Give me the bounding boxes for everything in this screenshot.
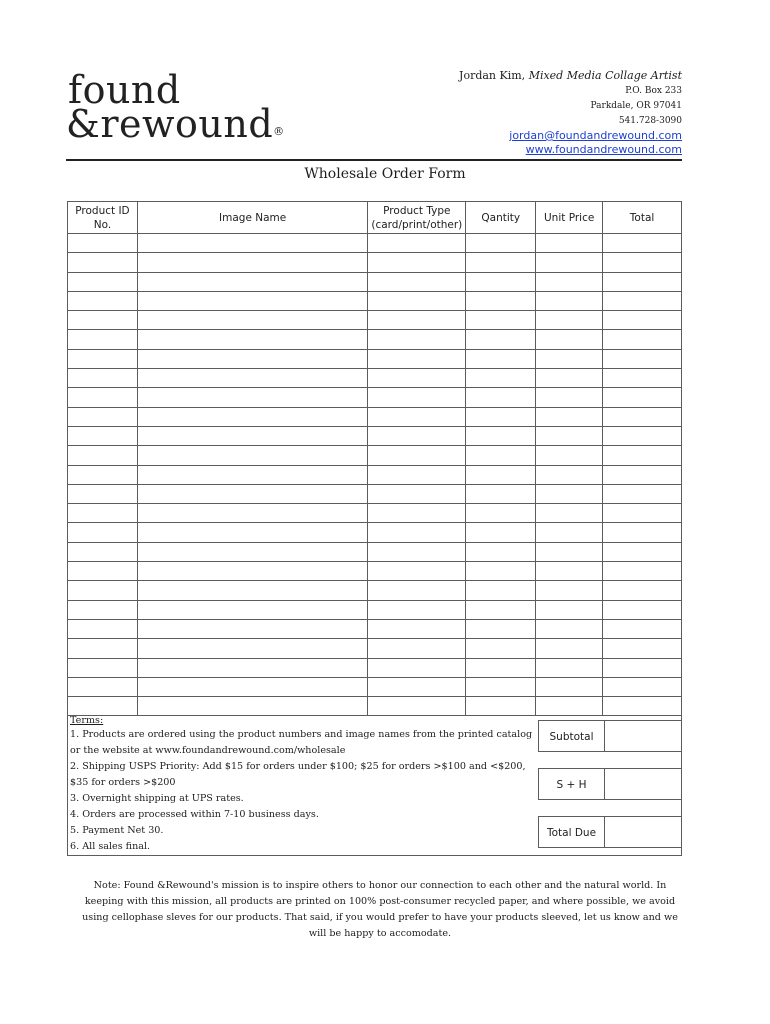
contact-block bbox=[459, 68, 682, 157]
col-unit-price: Unit Price bbox=[536, 202, 603, 234]
mission-note: Note: Found &Rewound's mission is to inspire others to honor our connection to each other and the natural world. In keeping with this mission, all products are printed on 100% post-consumer recycled paper, and where possible, we avoid using cellophase sleves for our products. That said, if you would prefer to have your products sleeved, let us know and we will be happy to accomodate. bbox=[82, 880, 678, 939]
quantity-cell[interactable] bbox=[466, 562, 536, 581]
total-cell[interactable] bbox=[603, 619, 682, 638]
quantity-cell[interactable] bbox=[466, 407, 536, 426]
terms-block bbox=[70, 714, 536, 855]
product-id-cell[interactable] bbox=[68, 465, 138, 484]
col-image-name: Image Name bbox=[137, 202, 367, 234]
col-product-type: Product Type (card/print/other) bbox=[368, 202, 466, 234]
product-id-cell[interactable] bbox=[68, 426, 138, 445]
product-type-cell[interactable] bbox=[368, 619, 466, 638]
col-total: Total bbox=[603, 202, 682, 234]
total-cell[interactable] bbox=[603, 600, 682, 619]
product-id-cell[interactable] bbox=[68, 311, 138, 330]
image-name-cell[interactable] bbox=[137, 253, 367, 272]
product-id-cell[interactable] bbox=[68, 349, 138, 368]
unit-price-cell[interactable] bbox=[536, 639, 603, 658]
quantity-cell[interactable] bbox=[466, 581, 536, 600]
quantity-cell[interactable] bbox=[466, 523, 536, 542]
table-row bbox=[68, 272, 682, 291]
table-row bbox=[68, 600, 682, 619]
quantity-cell[interactable] bbox=[466, 542, 536, 561]
quantity-cell[interactable] bbox=[466, 677, 536, 696]
logo-line-found: found bbox=[68, 68, 181, 112]
table-row bbox=[68, 504, 682, 523]
total-cell[interactable] bbox=[603, 523, 682, 542]
quantity-cell[interactable] bbox=[466, 311, 536, 330]
artist-name-line bbox=[459, 68, 682, 84]
product-type-cell[interactable] bbox=[368, 330, 466, 349]
total-cell[interactable] bbox=[603, 291, 682, 310]
logo-line-rewound-text: &rewound bbox=[66, 102, 274, 146]
product-id-cell[interactable] bbox=[68, 253, 138, 272]
image-name-cell[interactable] bbox=[137, 658, 367, 677]
total-cell[interactable] bbox=[603, 465, 682, 484]
image-name-cell[interactable] bbox=[137, 291, 367, 310]
total-cell[interactable] bbox=[603, 658, 682, 677]
image-name-cell[interactable] bbox=[137, 504, 367, 523]
unit-price-cell[interactable] bbox=[536, 330, 603, 349]
table-row bbox=[68, 562, 682, 581]
total-cell[interactable] bbox=[603, 677, 682, 696]
product-type-cell[interactable] bbox=[368, 291, 466, 310]
quantity-cell[interactable] bbox=[466, 658, 536, 677]
product-type-cell[interactable] bbox=[368, 349, 466, 368]
table-row bbox=[68, 291, 682, 310]
quantity-cell[interactable] bbox=[466, 600, 536, 619]
quantity-cell[interactable] bbox=[466, 330, 536, 349]
unit-price-cell[interactable] bbox=[536, 562, 603, 581]
product-id-cell[interactable] bbox=[68, 619, 138, 638]
total-cell[interactable] bbox=[603, 330, 682, 349]
product-id-cell[interactable] bbox=[68, 446, 138, 465]
quantity-cell[interactable] bbox=[466, 272, 536, 291]
unit-price-cell[interactable] bbox=[536, 388, 603, 407]
product-id-cell[interactable] bbox=[68, 562, 138, 581]
term-item-5: 5. Payment Net 30. bbox=[70, 825, 164, 836]
city-line: Parkdale, OR 97041 bbox=[590, 101, 682, 111]
table-row bbox=[68, 619, 682, 638]
product-id-cell[interactable] bbox=[68, 581, 138, 600]
phone-number: 541.728-3090 bbox=[618, 116, 682, 126]
image-name-cell[interactable] bbox=[137, 523, 367, 542]
product-type-cell[interactable] bbox=[368, 581, 466, 600]
total-cell[interactable] bbox=[603, 349, 682, 368]
product-type-cell[interactable] bbox=[368, 523, 466, 542]
po-box: P.O. Box 233 bbox=[625, 86, 682, 96]
product-id-cell[interactable] bbox=[68, 677, 138, 696]
product-type-cell[interactable] bbox=[368, 311, 466, 330]
unit-price-cell[interactable] bbox=[536, 407, 603, 426]
image-name-cell[interactable] bbox=[137, 542, 367, 561]
total-cell[interactable] bbox=[603, 311, 682, 330]
product-type-cell[interactable] bbox=[368, 600, 466, 619]
table-row bbox=[68, 465, 682, 484]
total-cell[interactable] bbox=[603, 542, 682, 561]
unit-price-cell[interactable] bbox=[536, 234, 603, 253]
product-id-cell[interactable] bbox=[68, 407, 138, 426]
table-row bbox=[68, 426, 682, 445]
unit-price-cell[interactable] bbox=[536, 600, 603, 619]
product-type-cell[interactable] bbox=[368, 234, 466, 253]
total-cell[interactable] bbox=[603, 426, 682, 445]
total-cell[interactable] bbox=[603, 446, 682, 465]
product-type-cell[interactable] bbox=[368, 446, 466, 465]
image-name-cell[interactable] bbox=[137, 426, 367, 445]
product-id-cell[interactable] bbox=[68, 600, 138, 619]
total-due-label: Total Due bbox=[538, 816, 605, 848]
email-link[interactable]: jordan@foundandrewound.com bbox=[509, 129, 682, 142]
unit-price-cell[interactable] bbox=[536, 581, 603, 600]
artist-name: Jordan Kim, bbox=[459, 69, 526, 82]
brand-logo bbox=[66, 66, 285, 158]
image-name-cell[interactable] bbox=[137, 600, 367, 619]
image-name-cell[interactable] bbox=[137, 465, 367, 484]
total-cell[interactable] bbox=[603, 639, 682, 658]
subtotal-field[interactable] bbox=[604, 720, 682, 752]
unit-price-cell[interactable] bbox=[536, 523, 603, 542]
product-type-cell[interactable] bbox=[368, 677, 466, 696]
product-id-cell[interactable] bbox=[68, 330, 138, 349]
product-id-cell[interactable] bbox=[68, 504, 138, 523]
table-row bbox=[68, 349, 682, 368]
image-name-cell[interactable] bbox=[137, 619, 367, 638]
shipping-field[interactable] bbox=[604, 768, 682, 800]
col-quantity: Qantity bbox=[466, 202, 536, 234]
registered-mark: ® bbox=[273, 125, 285, 138]
product-type-cell[interactable] bbox=[368, 484, 466, 503]
product-type-cell[interactable] bbox=[368, 272, 466, 291]
product-type-cell[interactable] bbox=[368, 465, 466, 484]
total-cell[interactable] bbox=[603, 234, 682, 253]
image-name-cell[interactable] bbox=[137, 581, 367, 600]
total-cell[interactable] bbox=[603, 272, 682, 291]
total-cell[interactable] bbox=[603, 484, 682, 503]
product-id-cell[interactable] bbox=[68, 369, 138, 388]
image-name-cell[interactable] bbox=[137, 407, 367, 426]
total-due-field[interactable] bbox=[604, 816, 682, 848]
table-row bbox=[68, 234, 682, 253]
terms-and-totals bbox=[67, 714, 682, 856]
product-id-cell[interactable] bbox=[68, 388, 138, 407]
total-cell[interactable] bbox=[603, 407, 682, 426]
unit-price-cell[interactable] bbox=[536, 504, 603, 523]
quantity-cell[interactable] bbox=[466, 446, 536, 465]
form-title: Wholesale Order Form bbox=[304, 166, 466, 182]
product-type-cell[interactable] bbox=[368, 542, 466, 561]
logo-line-rewound bbox=[66, 102, 285, 146]
image-name-cell[interactable] bbox=[137, 639, 367, 658]
table-row bbox=[68, 407, 682, 426]
table-row bbox=[68, 446, 682, 465]
term-item-3: 3. Overnight shipping at UPS rates. bbox=[70, 793, 244, 804]
unit-price-cell[interactable] bbox=[536, 465, 603, 484]
quantity-cell[interactable] bbox=[466, 639, 536, 658]
total-cell[interactable] bbox=[603, 369, 682, 388]
total-cell[interactable] bbox=[603, 388, 682, 407]
unit-price-cell[interactable] bbox=[536, 542, 603, 561]
quantity-cell[interactable] bbox=[466, 484, 536, 503]
quantity-cell[interactable] bbox=[466, 291, 536, 310]
term-item-4: 4. Orders are processed within 7-10 business days. bbox=[70, 809, 319, 820]
product-id-cell[interactable] bbox=[68, 272, 138, 291]
image-name-cell[interactable] bbox=[137, 272, 367, 291]
unit-price-cell[interactable] bbox=[536, 272, 603, 291]
order-rows bbox=[68, 234, 682, 716]
website-link[interactable]: www.foundandrewound.com bbox=[525, 143, 682, 156]
header-divider bbox=[66, 159, 682, 161]
image-name-cell[interactable] bbox=[137, 234, 367, 253]
product-type-cell[interactable] bbox=[368, 388, 466, 407]
unit-price-cell[interactable] bbox=[536, 369, 603, 388]
image-name-cell[interactable] bbox=[137, 388, 367, 407]
quantity-cell[interactable] bbox=[466, 349, 536, 368]
quantity-cell[interactable] bbox=[466, 504, 536, 523]
total-cell[interactable] bbox=[603, 581, 682, 600]
table-row bbox=[68, 639, 682, 658]
table-row bbox=[68, 369, 682, 388]
image-name-cell[interactable] bbox=[137, 484, 367, 503]
shipping-label: S + H bbox=[538, 768, 605, 800]
subtotal-label: Subtotal bbox=[538, 720, 605, 752]
unit-price-cell[interactable] bbox=[536, 426, 603, 445]
image-name-cell[interactable] bbox=[137, 562, 367, 581]
product-id-cell[interactable] bbox=[68, 234, 138, 253]
table-header-row bbox=[68, 202, 682, 234]
total-cell[interactable] bbox=[603, 504, 682, 523]
unit-price-cell[interactable] bbox=[536, 658, 603, 677]
product-id-cell[interactable] bbox=[68, 639, 138, 658]
table-row bbox=[68, 253, 682, 272]
product-type-cell[interactable] bbox=[368, 253, 466, 272]
product-id-cell[interactable] bbox=[68, 658, 138, 677]
quantity-cell[interactable] bbox=[466, 234, 536, 253]
unit-price-cell[interactable] bbox=[536, 291, 603, 310]
product-type-cell[interactable] bbox=[368, 658, 466, 677]
unit-price-cell[interactable] bbox=[536, 253, 603, 272]
image-name-cell[interactable] bbox=[137, 369, 367, 388]
table-row bbox=[68, 581, 682, 600]
table-row bbox=[68, 523, 682, 542]
unit-price-cell[interactable] bbox=[536, 311, 603, 330]
table-row bbox=[68, 388, 682, 407]
product-type-cell[interactable] bbox=[368, 369, 466, 388]
artist-role: Mixed Media Collage Artist bbox=[528, 69, 682, 82]
unit-price-cell[interactable] bbox=[536, 677, 603, 696]
table-row bbox=[68, 330, 682, 349]
quantity-cell[interactable] bbox=[466, 426, 536, 445]
image-name-cell[interactable] bbox=[137, 446, 367, 465]
product-type-cell[interactable] bbox=[368, 504, 466, 523]
table-row bbox=[68, 311, 682, 330]
terms-heading: Terms: bbox=[70, 715, 104, 726]
table-row bbox=[68, 542, 682, 561]
product-id-cell[interactable] bbox=[68, 484, 138, 503]
product-type-cell[interactable] bbox=[368, 639, 466, 658]
table-row bbox=[68, 484, 682, 503]
table-row bbox=[68, 677, 682, 696]
term-item-2: 2. Shipping USPS Priority: Add $15 for orders under $100; $25 for orders >$100 and <$200, $35 for orders >$200 bbox=[70, 761, 526, 788]
quantity-cell[interactable] bbox=[466, 465, 536, 484]
product-type-cell[interactable] bbox=[368, 562, 466, 581]
image-name-cell[interactable] bbox=[137, 349, 367, 368]
image-name-cell[interactable] bbox=[137, 311, 367, 330]
table-row bbox=[68, 658, 682, 677]
quantity-cell[interactable] bbox=[466, 619, 536, 638]
term-item-1: 1. Products are ordered using the product numbers and image names from the printed catalog or the website at www.foundandrewound.com/wholesale bbox=[70, 729, 533, 756]
product-type-cell[interactable] bbox=[368, 407, 466, 426]
total-cell[interactable] bbox=[603, 253, 682, 272]
total-cell[interactable] bbox=[603, 562, 682, 581]
image-name-cell[interactable] bbox=[137, 330, 367, 349]
unit-price-cell[interactable] bbox=[536, 619, 603, 638]
term-item-6: 6. All sales final. bbox=[70, 841, 151, 852]
product-id-cell[interactable] bbox=[68, 542, 138, 561]
unit-price-cell[interactable] bbox=[536, 484, 603, 503]
unit-price-cell[interactable] bbox=[536, 446, 603, 465]
product-id-cell[interactable] bbox=[68, 523, 138, 542]
quantity-cell[interactable] bbox=[466, 388, 536, 407]
order-table bbox=[67, 201, 682, 716]
quantity-cell[interactable] bbox=[466, 369, 536, 388]
unit-price-cell[interactable] bbox=[536, 349, 603, 368]
image-name-cell[interactable] bbox=[137, 677, 367, 696]
product-id-cell[interactable] bbox=[68, 291, 138, 310]
col-product-id: Product ID No. bbox=[68, 202, 138, 234]
quantity-cell[interactable] bbox=[466, 253, 536, 272]
product-type-cell[interactable] bbox=[368, 426, 466, 445]
